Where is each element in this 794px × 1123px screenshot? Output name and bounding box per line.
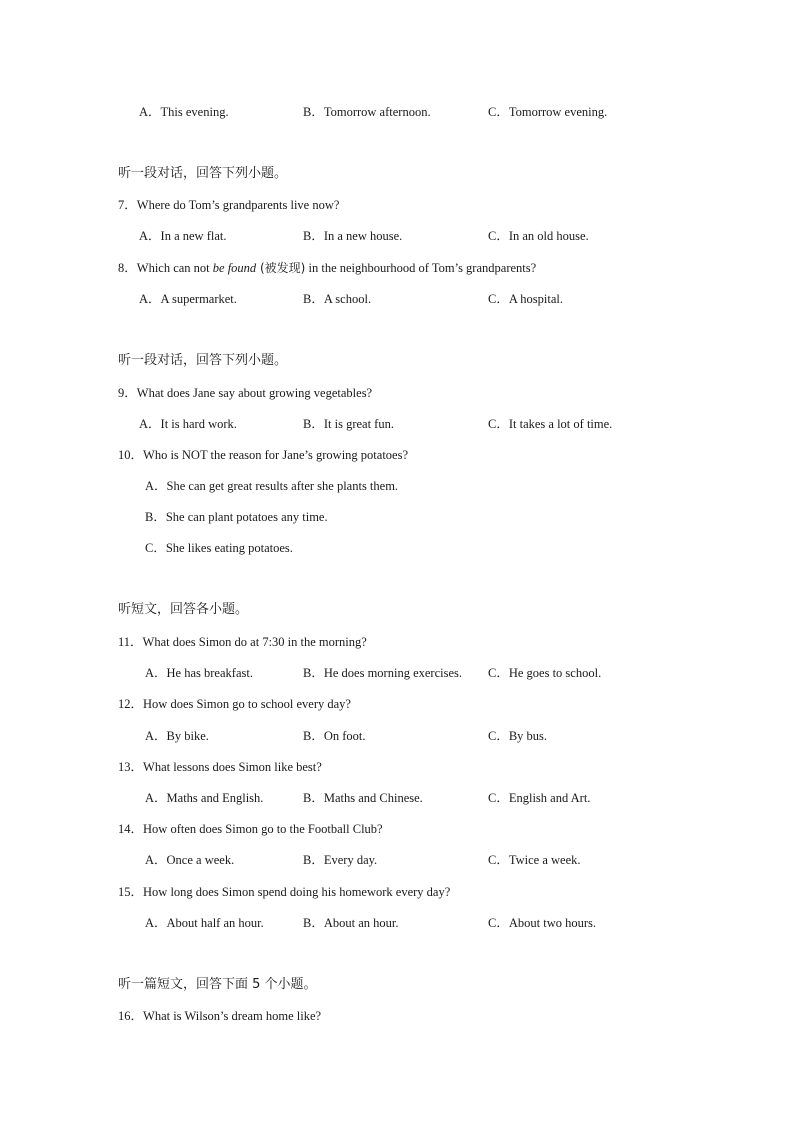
- option-text: Twice a week.: [508, 853, 581, 867]
- q15-option-c: [488, 915, 596, 931]
- q7-option-a: [139, 228, 226, 244]
- option-text: A supermarket.: [160, 292, 237, 306]
- q10-option-c: [145, 540, 293, 556]
- option-text: A hospital.: [508, 292, 564, 306]
- q7-option-b: [303, 228, 402, 244]
- option-text: About an hour.: [323, 916, 399, 930]
- option-label: C．: [488, 916, 509, 930]
- option-text: She can get great results after she plants them.: [166, 479, 399, 493]
- option-text: This evening.: [160, 105, 229, 119]
- option-label: C．: [488, 292, 509, 306]
- q15-option-b: [303, 915, 399, 931]
- question-text: What does Simon do at 7:30 in the morning?: [142, 635, 367, 649]
- q12-option-b: [303, 728, 366, 744]
- option-label: C．: [488, 853, 509, 867]
- question-10: [118, 447, 408, 463]
- option-label: B．: [303, 853, 324, 867]
- section-title: 听一段对话，回答下列小题。: [118, 166, 288, 181]
- option-label: C．: [488, 729, 509, 743]
- option-label: B．: [145, 510, 166, 524]
- question-9: [118, 385, 372, 401]
- question-number: 15．: [118, 885, 144, 899]
- question-number: 9．: [118, 386, 137, 400]
- question-number: 14．: [118, 822, 144, 836]
- option-text: In a new flat.: [160, 229, 227, 243]
- option-text: Tomorrow evening.: [508, 105, 608, 119]
- question-16: [118, 1008, 321, 1024]
- option-text: About half an hour.: [166, 916, 264, 930]
- q13-option-b: [303, 790, 423, 806]
- option-text: She likes eating potatoes.: [165, 541, 293, 555]
- option-text: He has breakfast.: [166, 666, 253, 680]
- section-title: 听一篇短文，回答下面 5 个小题。: [118, 977, 317, 992]
- option-label: B．: [303, 791, 324, 805]
- question-text: What does Jane say about growing vegetables?: [136, 386, 373, 400]
- option-label: A．: [145, 853, 167, 867]
- option-label: C．: [145, 541, 166, 555]
- option-text: It takes a lot of time.: [508, 417, 613, 431]
- option-label: C．: [488, 417, 509, 431]
- option-text: She can plant potatoes any time.: [165, 510, 328, 524]
- q13-option-c: [488, 790, 590, 806]
- question-13: [118, 759, 322, 775]
- question-8: [118, 260, 536, 276]
- option-label: C．: [488, 791, 509, 805]
- question-12: [118, 696, 351, 712]
- q13-option-a: [145, 790, 263, 806]
- question-text-end: in the neighbourhood of Tom’s grandparents?: [305, 261, 537, 275]
- option-label: B．: [303, 916, 324, 930]
- option-label: A．: [145, 916, 167, 930]
- q9-option-c: [488, 416, 612, 432]
- option-label: A．: [139, 292, 161, 306]
- option-text: He does morning exercises.: [323, 666, 462, 680]
- question-text: Where do Tom’s grandparents live now?: [136, 198, 340, 212]
- q12-option-a: [145, 728, 209, 744]
- q7-option-c: [488, 228, 589, 244]
- question-15: [118, 884, 450, 900]
- q11-option-c: [488, 665, 601, 681]
- question-text: How long does Simon spend doing his homework every day?: [143, 885, 451, 899]
- option-label: B．: [303, 417, 324, 431]
- question-11: [118, 634, 367, 650]
- option-label: B．: [303, 292, 324, 306]
- option-label: C．: [488, 666, 509, 680]
- option-text: On foot.: [323, 729, 366, 743]
- q10-option-a: [145, 478, 398, 494]
- q6-option-c: [488, 104, 607, 120]
- q8-option-a: [139, 291, 237, 307]
- question-number: 8．: [118, 261, 137, 275]
- option-text: About two hours.: [508, 916, 596, 930]
- option-text: Once a week.: [166, 853, 235, 867]
- option-text: In a new house.: [323, 229, 403, 243]
- q11-option-b: [303, 665, 462, 681]
- option-label: A．: [145, 729, 167, 743]
- question-number: 10．: [118, 448, 144, 462]
- question-number: 13．: [118, 760, 144, 774]
- question-text: How does Simon go to school every day?: [143, 697, 351, 711]
- q8-option-c: [488, 291, 563, 307]
- option-text: In an old house.: [508, 229, 589, 243]
- question-text: What is Wilson’s dream home like?: [143, 1009, 322, 1023]
- q9-option-b: [303, 416, 394, 432]
- question-14: [118, 821, 383, 837]
- option-label: A．: [139, 229, 161, 243]
- option-text: A school.: [323, 292, 372, 306]
- section-title: 听短文，回答各小题。: [118, 602, 249, 617]
- option-text: Maths and Chinese.: [323, 791, 423, 805]
- option-text: Maths and English.: [166, 791, 264, 805]
- q14-option-b: [303, 852, 377, 868]
- option-text: He goes to school.: [508, 666, 602, 680]
- option-text: Every day.: [323, 853, 378, 867]
- option-text: It is hard work.: [160, 417, 237, 431]
- question-text: Who is NOT the reason for Jane’s growing potatoes?: [143, 448, 408, 462]
- q14-option-c: [488, 852, 581, 868]
- question-text-start: Which can not: [136, 261, 213, 275]
- option-label: B．: [303, 229, 324, 243]
- option-text: By bike.: [166, 729, 209, 743]
- question-number: 16．: [118, 1009, 144, 1023]
- option-text: By bus.: [508, 729, 548, 743]
- option-label: B．: [303, 729, 324, 743]
- option-label: A．: [139, 417, 161, 431]
- option-label: A．: [145, 666, 167, 680]
- option-label: A．: [145, 479, 167, 493]
- option-label: A．: [145, 791, 167, 805]
- option-label: B．: [303, 105, 324, 119]
- question-7: [118, 197, 339, 213]
- q11-option-a: [145, 665, 253, 681]
- q14-option-a: [145, 852, 234, 868]
- question-text: What lessons does Simon like best?: [143, 760, 322, 774]
- q10-option-b: [145, 509, 328, 525]
- option-label: C．: [488, 105, 509, 119]
- question-number: 7．: [118, 198, 137, 212]
- section-title: 听一段对话，回答下列小题。: [118, 353, 288, 368]
- q6-option-b: [303, 104, 431, 120]
- q9-option-a: [139, 416, 237, 432]
- option-text: Tomorrow afternoon.: [323, 105, 431, 119]
- question-cn-note: (被发现): [256, 261, 306, 275]
- q6-option-a: [139, 104, 229, 120]
- option-text: It is great fun.: [323, 417, 394, 431]
- q15-option-a: [145, 915, 264, 931]
- question-number: 12．: [118, 697, 144, 711]
- question-text: How often does Simon go to the Football Club?: [143, 822, 383, 836]
- question-number: 11．: [118, 635, 143, 649]
- option-label: A．: [139, 105, 161, 119]
- option-label: C．: [488, 229, 509, 243]
- option-label: B．: [303, 666, 324, 680]
- q8-option-b: [303, 291, 371, 307]
- question-italic-phrase: be found: [212, 261, 257, 275]
- q12-option-c: [488, 728, 547, 744]
- option-text: English and Art.: [508, 791, 591, 805]
